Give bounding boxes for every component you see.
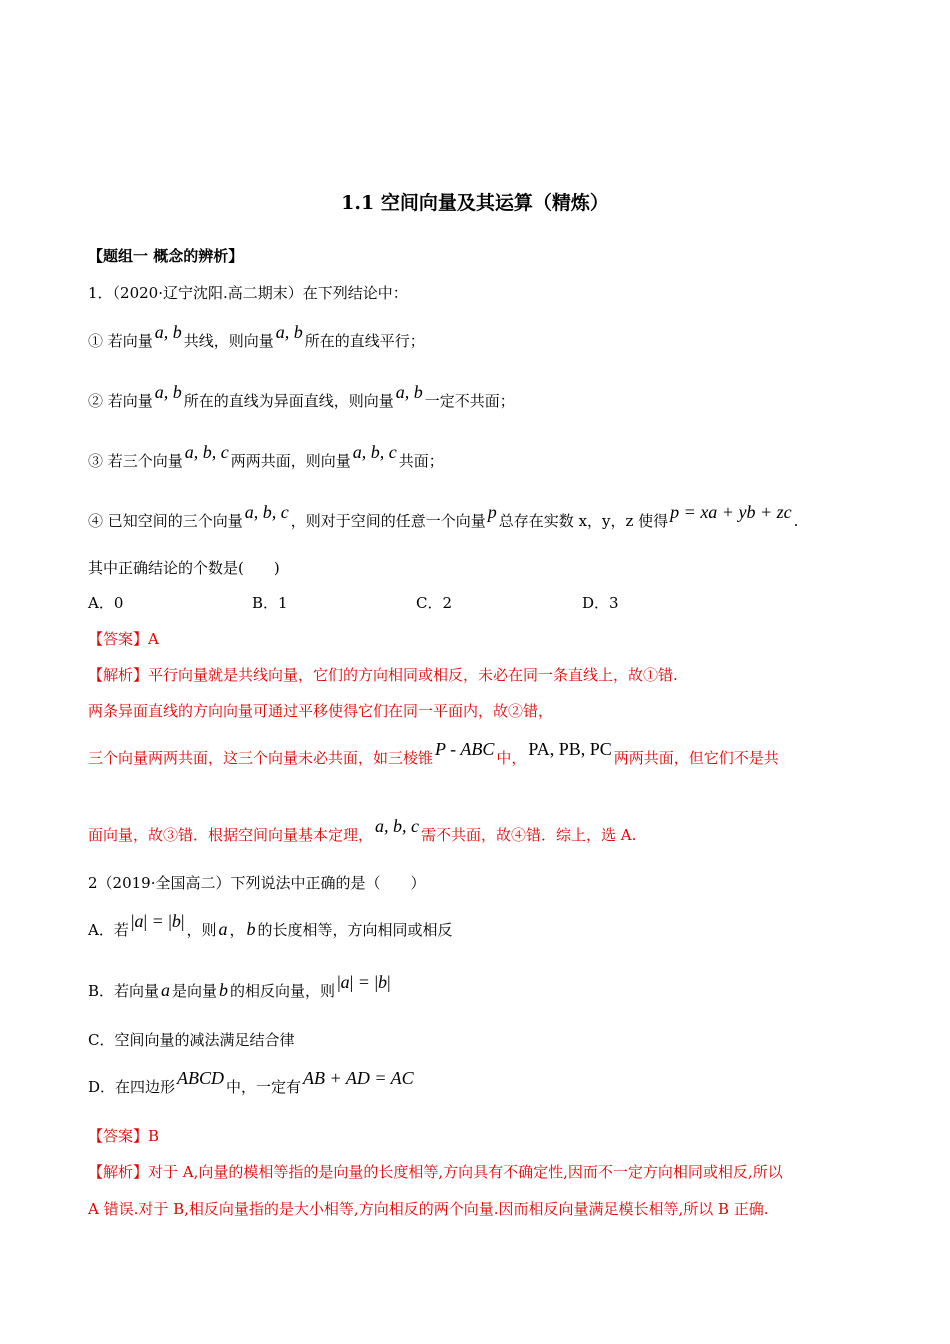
q1-question: 其中正确结论的个数是( ) [88, 559, 280, 577]
q2-option-b: B．若向量 a 是向量 b 的相反向量，则 |a| = |b| [88, 972, 391, 1000]
q2-option-a: A．若 |a| = |b| ，则 a ， b 的长度相等，方向相同或相反 [88, 911, 453, 939]
q1-statement-1: ① 若向量 a, b 共线，则向量 a, b 所在的直线平行； [88, 322, 425, 350]
q1-statement-3: ③ 若三个向量 a, b, c 两两共面，则向量 a, b, c 共面； [88, 442, 444, 470]
q2-analysis-2: A 错误.对于 B,相反向量指的是大小相等,方向相反的两个向量.因而相反向量满足模长相等,所以 B 正确. [88, 1200, 769, 1218]
option-a: A．0 [88, 594, 124, 612]
q1-analysis-3: 三个向量两两共面，这三个向量未必共面，如三棱锥 P - ABC 中， PA, PB, PC 两两共面，但它们不是共 [88, 739, 779, 767]
q2-analysis-1: 【解析】对于 A,向量的模相等指的是向量的长度相等,方向具有不确定性,因而不一定方向相同或相反,所以 [88, 1163, 783, 1181]
q2-stem: 2（2019·全国高二）下列说法中正确的是（ ） [88, 874, 426, 892]
q2-option-c: C．空间向量的减法满足结合律 [88, 1031, 295, 1049]
q1-analysis-1: 【解析】平行向量就是共线向量，它们的方向相同或相反，未必在同一条直线上，故①错. [88, 666, 678, 684]
section-heading: 【题组一 概念的辨析】 [88, 247, 244, 265]
q1-statement-2: ② 若向量 a, b 所在的直线为异面直线，则向量 a, b 一定不共面； [88, 382, 515, 410]
option-c: C．2 [416, 594, 453, 612]
page-title: 1.1 空间向量及其运算（精炼） [341, 192, 609, 214]
q1-answer: 【答案】A [88, 630, 159, 648]
q1-stem: 1．（2020·辽宁沈阳.高二期末）在下列结论中： [88, 284, 408, 302]
q1-analysis-2: 两条异面直线的方向向量可通过平移使得它们在同一平面内，故②错， [88, 702, 554, 720]
q1-statement-4: ④ 已知空间的三个向量 a, b, c ，则对于空间的任意一个向量 p 总存在实数 x，y，z 使得 p = xa + yb + zc . [88, 502, 799, 530]
option-d: D．3 [582, 594, 619, 612]
option-b: B．1 [252, 594, 288, 612]
q1-options [88, 593, 788, 613]
q2-answer: 【答案】B [88, 1127, 160, 1145]
q1-analysis-4: 面向量，故③错．根据空间向量基本定理， a, b, c 需不共面，故④错．综上，选 A. [88, 816, 637, 844]
q2-option-d: D．在四边形 ABCD 中，一定有 AB + AD = AC [88, 1068, 414, 1096]
